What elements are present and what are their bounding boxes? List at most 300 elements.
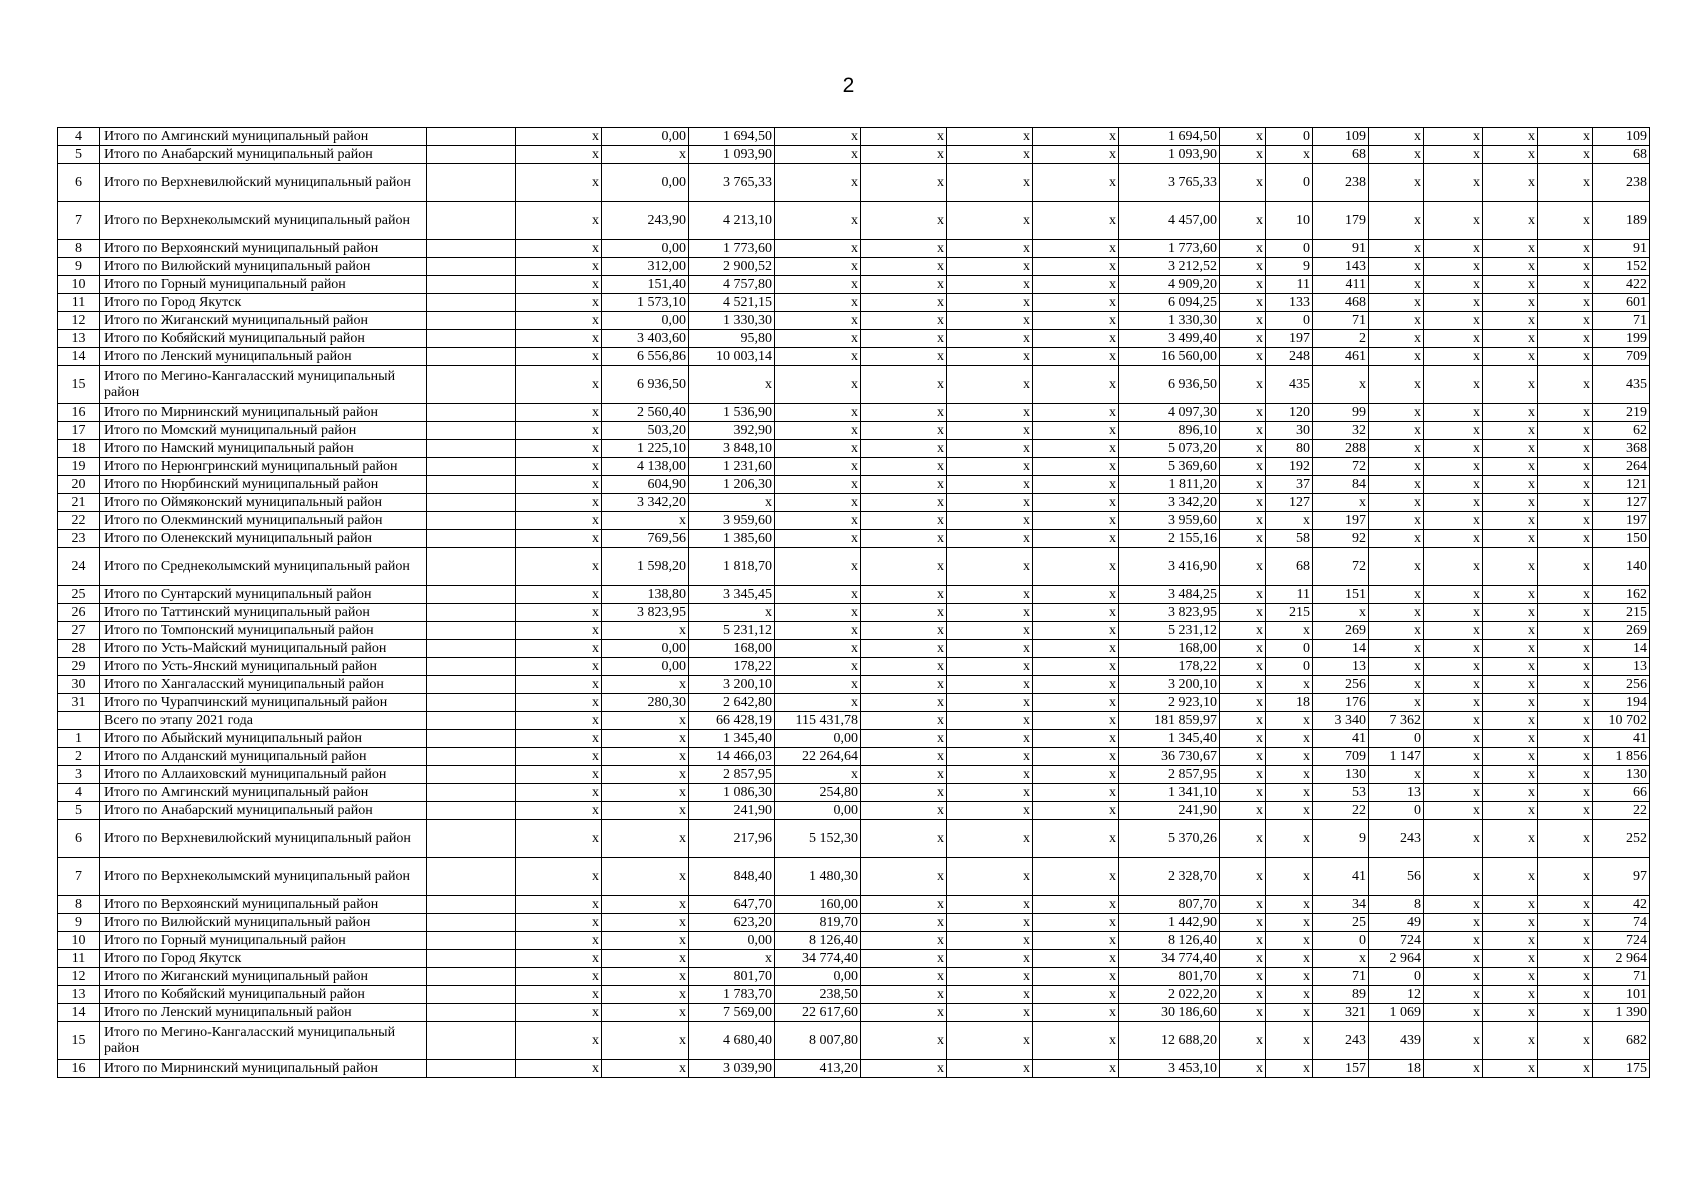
value-cell: х <box>1424 494 1483 512</box>
value-cell: х <box>861 658 947 676</box>
value-cell <box>427 312 516 330</box>
value-cell: 127 <box>1593 494 1650 512</box>
value-cell: х <box>602 146 689 164</box>
value-cell: х <box>516 640 602 658</box>
value-cell: х <box>1220 240 1266 258</box>
value-cell: х <box>1033 494 1119 512</box>
value-cell: х <box>516 1060 602 1078</box>
value-cell: 724 <box>1369 932 1424 950</box>
value-cell: 1 345,40 <box>689 730 775 748</box>
value-cell: х <box>1538 932 1593 950</box>
value-cell <box>427 676 516 694</box>
value-cell: х <box>1220 914 1266 932</box>
page-number: 2 <box>842 74 855 97</box>
value-cell: 1 480,30 <box>775 858 861 896</box>
value-cell: 3 342,20 <box>602 494 689 512</box>
value-cell: х <box>1424 330 1483 348</box>
value-cell: х <box>516 986 602 1004</box>
value-cell: х <box>1033 422 1119 440</box>
value-cell: х <box>1424 512 1483 530</box>
value-cell: х <box>516 1004 602 1022</box>
value-cell: х <box>516 458 602 476</box>
value-cell: х <box>1538 312 1593 330</box>
value-cell: 1 093,90 <box>1119 146 1220 164</box>
value-cell: х <box>947 164 1033 202</box>
table-row <box>58 914 1650 932</box>
value-cell: 4 521,15 <box>689 294 775 312</box>
row-number-cell: 10 <box>58 932 100 950</box>
value-cell: 71 <box>1593 968 1650 986</box>
value-cell: х <box>775 330 861 348</box>
value-cell: х <box>1033 440 1119 458</box>
value-cell: х <box>1424 932 1483 950</box>
value-cell: 22 617,60 <box>775 1004 861 1022</box>
district-name-cell: Итого по Хангаласский муниципальный район <box>100 676 427 694</box>
value-cell: х <box>1483 330 1538 348</box>
value-cell: х <box>1220 404 1266 422</box>
row-number-cell: 14 <box>58 1004 100 1022</box>
value-cell: 181 859,97 <box>1119 712 1220 730</box>
value-cell: х <box>775 512 861 530</box>
value-cell: 3 959,60 <box>689 512 775 530</box>
value-cell: 1 069 <box>1369 1004 1424 1022</box>
value-cell: х <box>1220 348 1266 366</box>
value-cell: 8 126,40 <box>1119 932 1220 950</box>
row-number-cell: 4 <box>58 128 100 146</box>
value-cell <box>427 276 516 294</box>
value-cell: х <box>1424 784 1483 802</box>
row-number-cell: 12 <box>58 968 100 986</box>
value-cell <box>427 604 516 622</box>
value-cell: х <box>516 366 602 404</box>
value-cell: х <box>1313 366 1369 404</box>
value-cell: 4 757,80 <box>689 276 775 294</box>
row-number-cell: 5 <box>58 802 100 820</box>
table-row <box>58 712 1650 730</box>
value-cell: х <box>1424 276 1483 294</box>
value-cell: х <box>1538 986 1593 1004</box>
value-cell: х <box>516 950 602 968</box>
value-cell: 178,22 <box>1119 658 1220 676</box>
value-cell: х <box>516 548 602 586</box>
value-cell: 2 857,95 <box>689 766 775 784</box>
district-name-cell: Итого по Нерюнгринский муниципальный район <box>100 458 427 476</box>
value-cell: х <box>1424 968 1483 986</box>
value-cell: х <box>861 968 947 986</box>
value-cell: 71 <box>1313 312 1369 330</box>
value-cell: 91 <box>1593 240 1650 258</box>
value-cell: х <box>1538 950 1593 968</box>
value-cell: 2 155,16 <box>1119 530 1220 548</box>
value-cell: 22 <box>1593 802 1650 820</box>
value-cell: х <box>1033 676 1119 694</box>
value-cell: 1 093,90 <box>689 146 775 164</box>
value-cell: х <box>1483 548 1538 586</box>
value-cell: х <box>1483 640 1538 658</box>
value-cell: х <box>1424 128 1483 146</box>
row-number-cell: 7 <box>58 858 100 896</box>
value-cell: х <box>1424 1022 1483 1060</box>
value-cell: х <box>861 766 947 784</box>
table-row <box>58 330 1650 348</box>
value-cell: х <box>947 366 1033 404</box>
value-cell: х <box>1483 164 1538 202</box>
value-cell: 2 328,70 <box>1119 858 1220 896</box>
value-cell: х <box>1538 676 1593 694</box>
value-cell: х <box>1538 294 1593 312</box>
value-cell <box>427 164 516 202</box>
value-cell: х <box>1033 914 1119 932</box>
value-cell: х <box>516 312 602 330</box>
value-cell: х <box>1538 1004 1593 1022</box>
value-cell: х <box>689 604 775 622</box>
value-cell: х <box>861 586 947 604</box>
value-cell: х <box>1220 586 1266 604</box>
table-row <box>58 312 1650 330</box>
district-name-cell: Итого по Анабарский муниципальный район <box>100 146 427 164</box>
value-cell: 3 212,52 <box>1119 258 1220 276</box>
value-cell: 709 <box>1593 348 1650 366</box>
value-cell: х <box>861 146 947 164</box>
value-cell: х <box>1266 146 1313 164</box>
value-cell: х <box>1033 968 1119 986</box>
value-cell: 243 <box>1313 1022 1369 1060</box>
district-name-cell: Итого по Город Якутск <box>100 294 427 312</box>
value-cell: х <box>1033 932 1119 950</box>
district-name-cell: Итого по Верхоянский муниципальный район <box>100 896 427 914</box>
value-cell: х <box>602 1004 689 1022</box>
value-cell: х <box>1033 548 1119 586</box>
row-number-cell: 9 <box>58 914 100 932</box>
value-cell: х <box>1033 730 1119 748</box>
value-cell: х <box>861 914 947 932</box>
table-row <box>58 748 1650 766</box>
value-cell: 238 <box>1313 164 1369 202</box>
value-cell: 422 <box>1593 276 1650 294</box>
value-cell: 151 <box>1313 586 1369 604</box>
value-cell: х <box>947 896 1033 914</box>
value-cell: 0 <box>1369 802 1424 820</box>
value-cell: 0,00 <box>689 932 775 950</box>
value-cell: х <box>602 1060 689 1078</box>
value-cell: х <box>775 366 861 404</box>
value-cell <box>427 820 516 858</box>
value-cell: 13 <box>1369 784 1424 802</box>
value-cell: х <box>1483 914 1538 932</box>
value-cell: х <box>1033 1022 1119 1060</box>
value-cell: х <box>1538 586 1593 604</box>
value-cell <box>427 986 516 1004</box>
row-number-cell: 24 <box>58 548 100 586</box>
value-cell: х <box>1220 164 1266 202</box>
value-cell: х <box>1033 748 1119 766</box>
value-cell: 157 <box>1313 1060 1369 1078</box>
value-cell: х <box>1220 968 1266 986</box>
value-cell: х <box>947 404 1033 422</box>
value-cell: х <box>947 932 1033 950</box>
value-cell: х <box>1369 312 1424 330</box>
value-cell: 109 <box>1313 128 1369 146</box>
value-cell <box>427 730 516 748</box>
value-cell: х <box>947 128 1033 146</box>
value-cell: 7 362 <box>1369 712 1424 730</box>
value-cell: х <box>1033 258 1119 276</box>
value-cell: 8 007,80 <box>775 1022 861 1060</box>
table-row <box>58 458 1650 476</box>
value-cell: х <box>1538 548 1593 586</box>
value-cell: 6 094,25 <box>1119 294 1220 312</box>
value-cell: х <box>516 914 602 932</box>
value-cell: 3 959,60 <box>1119 512 1220 530</box>
value-cell: х <box>1266 676 1313 694</box>
value-cell: 1 206,30 <box>689 476 775 494</box>
value-cell: х <box>1266 968 1313 986</box>
value-cell: х <box>1369 240 1424 258</box>
value-cell: х <box>861 312 947 330</box>
row-number-cell: 10 <box>58 276 100 294</box>
value-cell: х <box>947 294 1033 312</box>
value-cell: х <box>947 784 1033 802</box>
value-cell: 168,00 <box>689 640 775 658</box>
value-cell: 3 416,90 <box>1119 548 1220 586</box>
value-cell: х <box>1538 820 1593 858</box>
value-cell: х <box>947 548 1033 586</box>
value-cell: 34 <box>1313 896 1369 914</box>
table-row <box>58 622 1650 640</box>
row-number-cell: 14 <box>58 348 100 366</box>
row-number-cell: 23 <box>58 530 100 548</box>
value-cell: 178,22 <box>689 658 775 676</box>
district-name-cell: Итого по Олекминский муниципальный район <box>100 512 427 530</box>
value-cell: х <box>775 422 861 440</box>
value-cell: х <box>1483 146 1538 164</box>
value-cell: х <box>1424 440 1483 458</box>
value-cell: 280,30 <box>602 694 689 712</box>
value-cell: 3 342,20 <box>1119 494 1220 512</box>
value-cell: х <box>1538 896 1593 914</box>
table-row <box>58 784 1650 802</box>
value-cell: х <box>1424 586 1483 604</box>
value-cell: х <box>947 494 1033 512</box>
row-number-cell: 9 <box>58 258 100 276</box>
value-cell: х <box>1033 1004 1119 1022</box>
value-cell: 1 856 <box>1593 748 1650 766</box>
value-cell: х <box>861 1060 947 1078</box>
value-cell: х <box>602 986 689 1004</box>
value-cell: х <box>516 968 602 986</box>
value-cell: х <box>1483 676 1538 694</box>
value-cell: 4 909,20 <box>1119 276 1220 294</box>
value-cell: х <box>1424 312 1483 330</box>
value-cell: х <box>1220 548 1266 586</box>
value-cell: х <box>1424 694 1483 712</box>
value-cell <box>427 404 516 422</box>
value-cell: х <box>1424 858 1483 896</box>
value-cell: х <box>1424 366 1483 404</box>
table-row <box>58 128 1650 146</box>
value-cell: х <box>775 440 861 458</box>
value-cell: 41 <box>1313 858 1369 896</box>
table-row <box>58 476 1650 494</box>
value-cell: х <box>1313 604 1369 622</box>
value-cell: 1 147 <box>1369 748 1424 766</box>
value-cell: х <box>1424 458 1483 476</box>
value-cell: 219 <box>1593 404 1650 422</box>
value-cell: х <box>1483 986 1538 1004</box>
value-cell: х <box>1220 748 1266 766</box>
row-number-cell: 28 <box>58 640 100 658</box>
value-cell: 199 <box>1593 330 1650 348</box>
value-cell: х <box>1424 914 1483 932</box>
value-cell: х <box>1369 330 1424 348</box>
value-cell: 5 369,60 <box>1119 458 1220 476</box>
value-cell: х <box>775 476 861 494</box>
value-cell: х <box>516 476 602 494</box>
value-cell: 72 <box>1313 458 1369 476</box>
value-cell: 248 <box>1266 348 1313 366</box>
value-cell: х <box>1369 294 1424 312</box>
value-cell: х <box>1483 258 1538 276</box>
value-cell: 97 <box>1593 858 1650 896</box>
value-cell: х <box>1220 1022 1266 1060</box>
value-cell: 150 <box>1593 530 1650 548</box>
value-cell <box>427 440 516 458</box>
value-cell: х <box>1483 476 1538 494</box>
value-cell: х <box>1483 748 1538 766</box>
value-cell: х <box>775 240 861 258</box>
value-cell: х <box>602 802 689 820</box>
value-cell: 604,90 <box>602 476 689 494</box>
value-cell: х <box>1483 494 1538 512</box>
value-cell <box>427 932 516 950</box>
value-cell: х <box>1266 730 1313 748</box>
value-cell: х <box>1369 202 1424 240</box>
value-cell: 368 <box>1593 440 1650 458</box>
table-row <box>58 658 1650 676</box>
value-cell: х <box>947 202 1033 240</box>
value-cell: 819,70 <box>775 914 861 932</box>
value-cell: х <box>1483 1022 1538 1060</box>
value-cell: х <box>1424 748 1483 766</box>
row-number-cell: 18 <box>58 440 100 458</box>
value-cell: х <box>947 586 1033 604</box>
value-cell: х <box>516 422 602 440</box>
value-cell <box>427 950 516 968</box>
row-number-cell: 13 <box>58 986 100 1004</box>
value-cell: х <box>602 712 689 730</box>
value-cell: х <box>1483 712 1538 730</box>
value-cell: 68 <box>1593 146 1650 164</box>
value-cell: х <box>602 748 689 766</box>
value-cell: х <box>947 766 1033 784</box>
value-cell: х <box>947 712 1033 730</box>
value-cell: 30 <box>1266 422 1313 440</box>
value-cell: х <box>947 676 1033 694</box>
value-cell: 0,00 <box>602 658 689 676</box>
value-cell: х <box>947 914 1033 932</box>
value-cell: 8 <box>1369 896 1424 914</box>
value-cell: х <box>1369 548 1424 586</box>
value-cell: х <box>775 312 861 330</box>
value-cell: х <box>516 128 602 146</box>
value-cell: 143 <box>1313 258 1369 276</box>
district-name-cell: Итого по Чурапчинский муниципальный район <box>100 694 427 712</box>
value-cell: х <box>1220 366 1266 404</box>
value-cell: х <box>1369 604 1424 622</box>
value-cell: 18 <box>1369 1060 1424 1078</box>
value-cell: 0 <box>1313 932 1369 950</box>
value-cell: х <box>1313 494 1369 512</box>
value-cell: х <box>1033 530 1119 548</box>
value-cell: 1 536,90 <box>689 404 775 422</box>
value-cell: х <box>602 932 689 950</box>
value-cell: 74 <box>1593 914 1650 932</box>
value-cell: х <box>1220 422 1266 440</box>
value-cell <box>427 366 516 404</box>
value-cell: х <box>516 604 602 622</box>
table-row <box>58 1060 1650 1078</box>
row-number-cell: 22 <box>58 512 100 530</box>
value-cell: х <box>1033 694 1119 712</box>
value-cell: х <box>1538 640 1593 658</box>
value-cell: 115 431,78 <box>775 712 861 730</box>
value-cell: 68 <box>1266 548 1313 586</box>
value-cell: х <box>602 622 689 640</box>
value-cell <box>427 586 516 604</box>
value-cell: х <box>1483 896 1538 914</box>
value-cell: 3 765,33 <box>1119 164 1220 202</box>
row-number-cell: 20 <box>58 476 100 494</box>
value-cell: х <box>1538 476 1593 494</box>
value-cell: 89 <box>1313 986 1369 1004</box>
value-cell: х <box>1483 312 1538 330</box>
value-cell: х <box>775 658 861 676</box>
value-cell: х <box>947 512 1033 530</box>
value-cell: х <box>516 1022 602 1060</box>
value-cell: 0,00 <box>602 164 689 202</box>
table-row <box>58 1004 1650 1022</box>
value-cell: х <box>1483 766 1538 784</box>
value-cell: х <box>1033 330 1119 348</box>
table-row <box>58 202 1650 240</box>
district-name-cell: Итого по Жиганский муниципальный район <box>100 312 427 330</box>
district-name-cell: Итого по Абыйский муниципальный район <box>100 730 427 748</box>
value-cell <box>427 784 516 802</box>
value-cell: х <box>1220 294 1266 312</box>
table-row <box>58 604 1650 622</box>
value-cell: 99 <box>1313 404 1369 422</box>
district-name-cell: Итого по Алданский муниципальный район <box>100 748 427 766</box>
value-cell: х <box>1369 366 1424 404</box>
value-cell: 5 073,20 <box>1119 440 1220 458</box>
value-cell: х <box>861 1022 947 1060</box>
value-cell: х <box>602 784 689 802</box>
value-cell: х <box>1424 676 1483 694</box>
value-cell: х <box>602 512 689 530</box>
value-cell: 682 <box>1593 1022 1650 1060</box>
value-cell: х <box>775 604 861 622</box>
value-cell: 10 <box>1266 202 1313 240</box>
value-cell: х <box>1220 932 1266 950</box>
value-cell: х <box>516 622 602 640</box>
value-cell: х <box>1424 640 1483 658</box>
value-cell: х <box>947 748 1033 766</box>
value-cell: 71 <box>1313 968 1369 986</box>
value-cell: 9 <box>1266 258 1313 276</box>
value-cell: 37 <box>1266 476 1313 494</box>
row-number-cell: 6 <box>58 820 100 858</box>
value-cell: х <box>1483 422 1538 440</box>
